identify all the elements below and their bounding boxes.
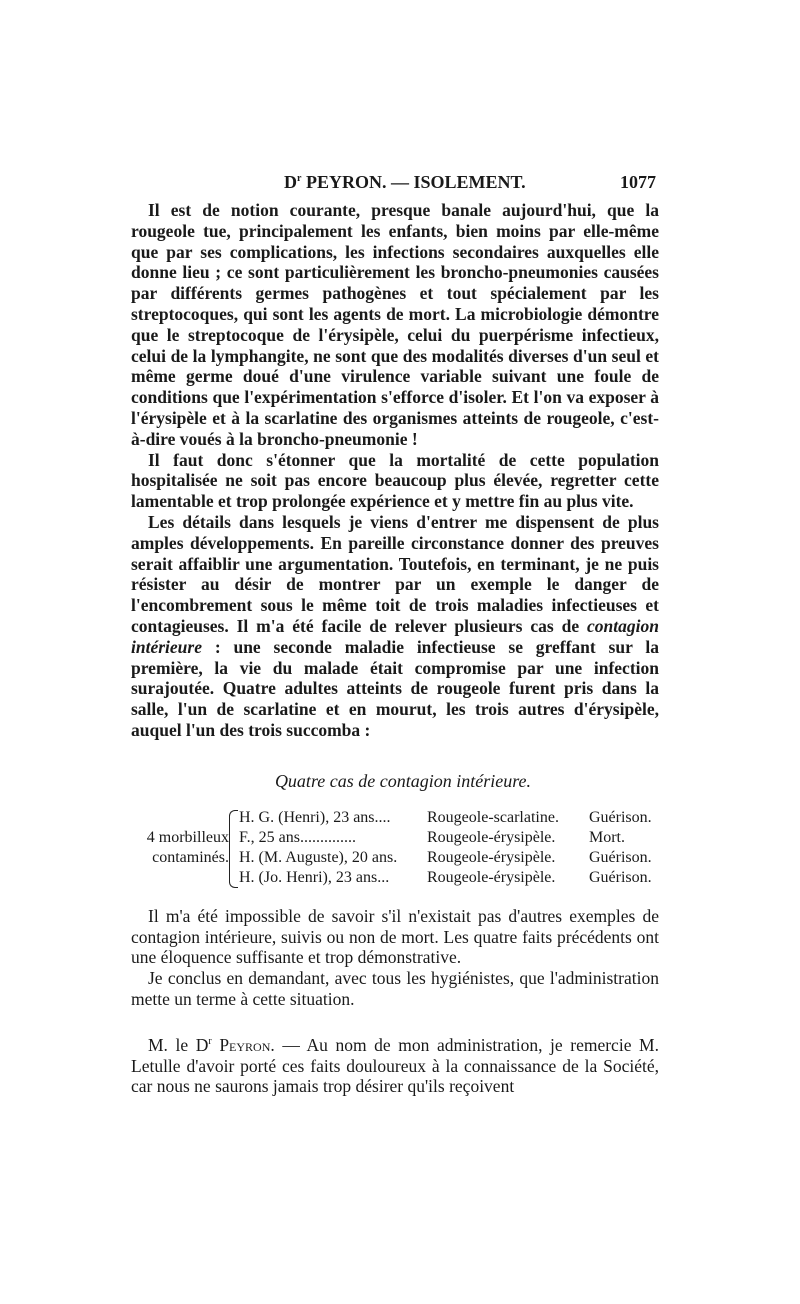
case-patient: H. G. (Henri), 23 ans.... — [239, 808, 391, 826]
case-group-label — [131, 828, 229, 868]
bold-paragraphs — [131, 200, 659, 512]
header-title — [284, 172, 526, 193]
case-row — [239, 848, 659, 868]
group-label-line-2: contaminés. — [152, 848, 229, 866]
case-table — [131, 808, 659, 888]
running-header — [131, 172, 659, 194]
title-superscript: r — [297, 173, 302, 184]
closing-paragraph-1: Il m'a été impossible de savoir s'il n'existait pas d'autres exemples de contagion intérieure, suivis ou non de mort. Les quatre faits précédents ont une éloquence suffisante et trop démonstrative. — [131, 905, 659, 968]
remark-prefix: M. le D — [148, 1034, 209, 1055]
closing-paragraph-2: Je conclus en demandant, avec tous les hygiénistes, que l'administration mette un terme à cette situation. — [131, 968, 659, 1009]
brace-icon — [229, 810, 238, 888]
title-main: PEYRON. — ISOLEMENT. — [301, 172, 526, 192]
p3-before: Les détails dans lesquels je viens d'entrer me dispensent de plus amples développements. En pareille circonstance donner des preuves serait affaiblir une argumentation. Toutefois, en terminant, je ne puis résister au désir de montrer par un exemple le danger de l'encombrement sous le même toit de trois maladies infectieuses et contagieuses. Il m'a été facile de relever plusieurs cas de — [131, 511, 659, 636]
case-patient: H. (M. Auguste), 20 ans. — [239, 848, 398, 866]
case-patient: F., 25 ans.............. — [239, 828, 356, 846]
case-row — [239, 868, 659, 888]
case-outcome: Mort. — [589, 828, 625, 846]
paragraph-3 — [131, 512, 659, 741]
case-table-title: Quatre cas de contagion intérieure. — [274, 770, 532, 791]
case-diagnosis: Rougeole-érysipèle. — [427, 828, 556, 846]
case-diagnosis: Rougeole-érysipèle. — [427, 868, 556, 886]
page-number: 1077 — [620, 172, 656, 192]
title-prefix: D — [284, 172, 297, 192]
p3-italic-term: contagion intérieure — [131, 615, 659, 657]
remark-speaker: Peyron. — [211, 1034, 275, 1055]
case-outcome: Guérison. — [589, 808, 652, 826]
closing-paragraphs — [131, 906, 659, 1010]
p3-after: : une seconde maladie infectieuse se greffant sur la première, la vie du malade était compromise par une infection surajoutée. Quatre adultes atteints de rougeole furent pris dans la salle, l'un de scarlatine et en mourut, les trois autres d'érysipèle, auquel l'un des trois succomba : — [131, 636, 659, 740]
case-diagnosis: Rougeole-érysipèle. — [427, 848, 556, 866]
group-label-line-1: 4 morbilleux — [146, 828, 229, 846]
remark-paragraph — [131, 1032, 659, 1097]
case-outcome: Guérison. — [589, 868, 652, 886]
remark-body: — Au nom de mon administration, je remercie M. Letulle d'avoir porté ces faits douloureux à la connaissance de la Société, car nous ne saurons jamais trop désirer qu'ils reçoivent — [131, 1034, 659, 1097]
remark-superscript: r — [208, 1035, 212, 1047]
case-patient: H. (Jo. Henri), 23 ans... — [239, 868, 390, 886]
case-outcome: Guérison. — [589, 848, 652, 866]
paragraph-3-block — [131, 512, 659, 741]
case-row — [239, 828, 659, 848]
case-diagnosis: Rougeole-scarlatine. — [427, 808, 559, 826]
paragraph-1: Il est de notion courante, presque banale aujourd'hui, que la rougeole tue, principalement les enfants, bien moins par elle-même que par ses complications, les infections secondaires auxquelles elle donne lieu ; ce sont particulièrement les broncho-pneumonies causées par différents germes pathogènes et tout spécialement par les streptocoques, qui sont les agents de mort. La microbiologie démontre que le streptocoque de l'érysipèle, celui du puerpérisme infectieux, celui de la lymphangite, ne sont que des modalités diverses d'un seul et même germe doué d'une virulence variable suivant une foule de conditions que l'expérimentation s'efforce d'isoler. Et l'on va exposer à l'érysipèle et à la scarlatine des organismes atteints de rougeole, c'est-à-dire voués à la broncho-pneumonie ! — [131, 200, 659, 449]
remark-text — [131, 1032, 659, 1097]
case-row — [239, 808, 659, 828]
document-page — [131, 172, 659, 1097]
paragraph-2: Il faut donc s'étonner que la mortalité de cette population hospitalisée ne soit pas encore beaucoup plus élevée, regretter cette lamentable et trop prolongée expérience et y mettre fin au plus vite. — [131, 449, 659, 512]
